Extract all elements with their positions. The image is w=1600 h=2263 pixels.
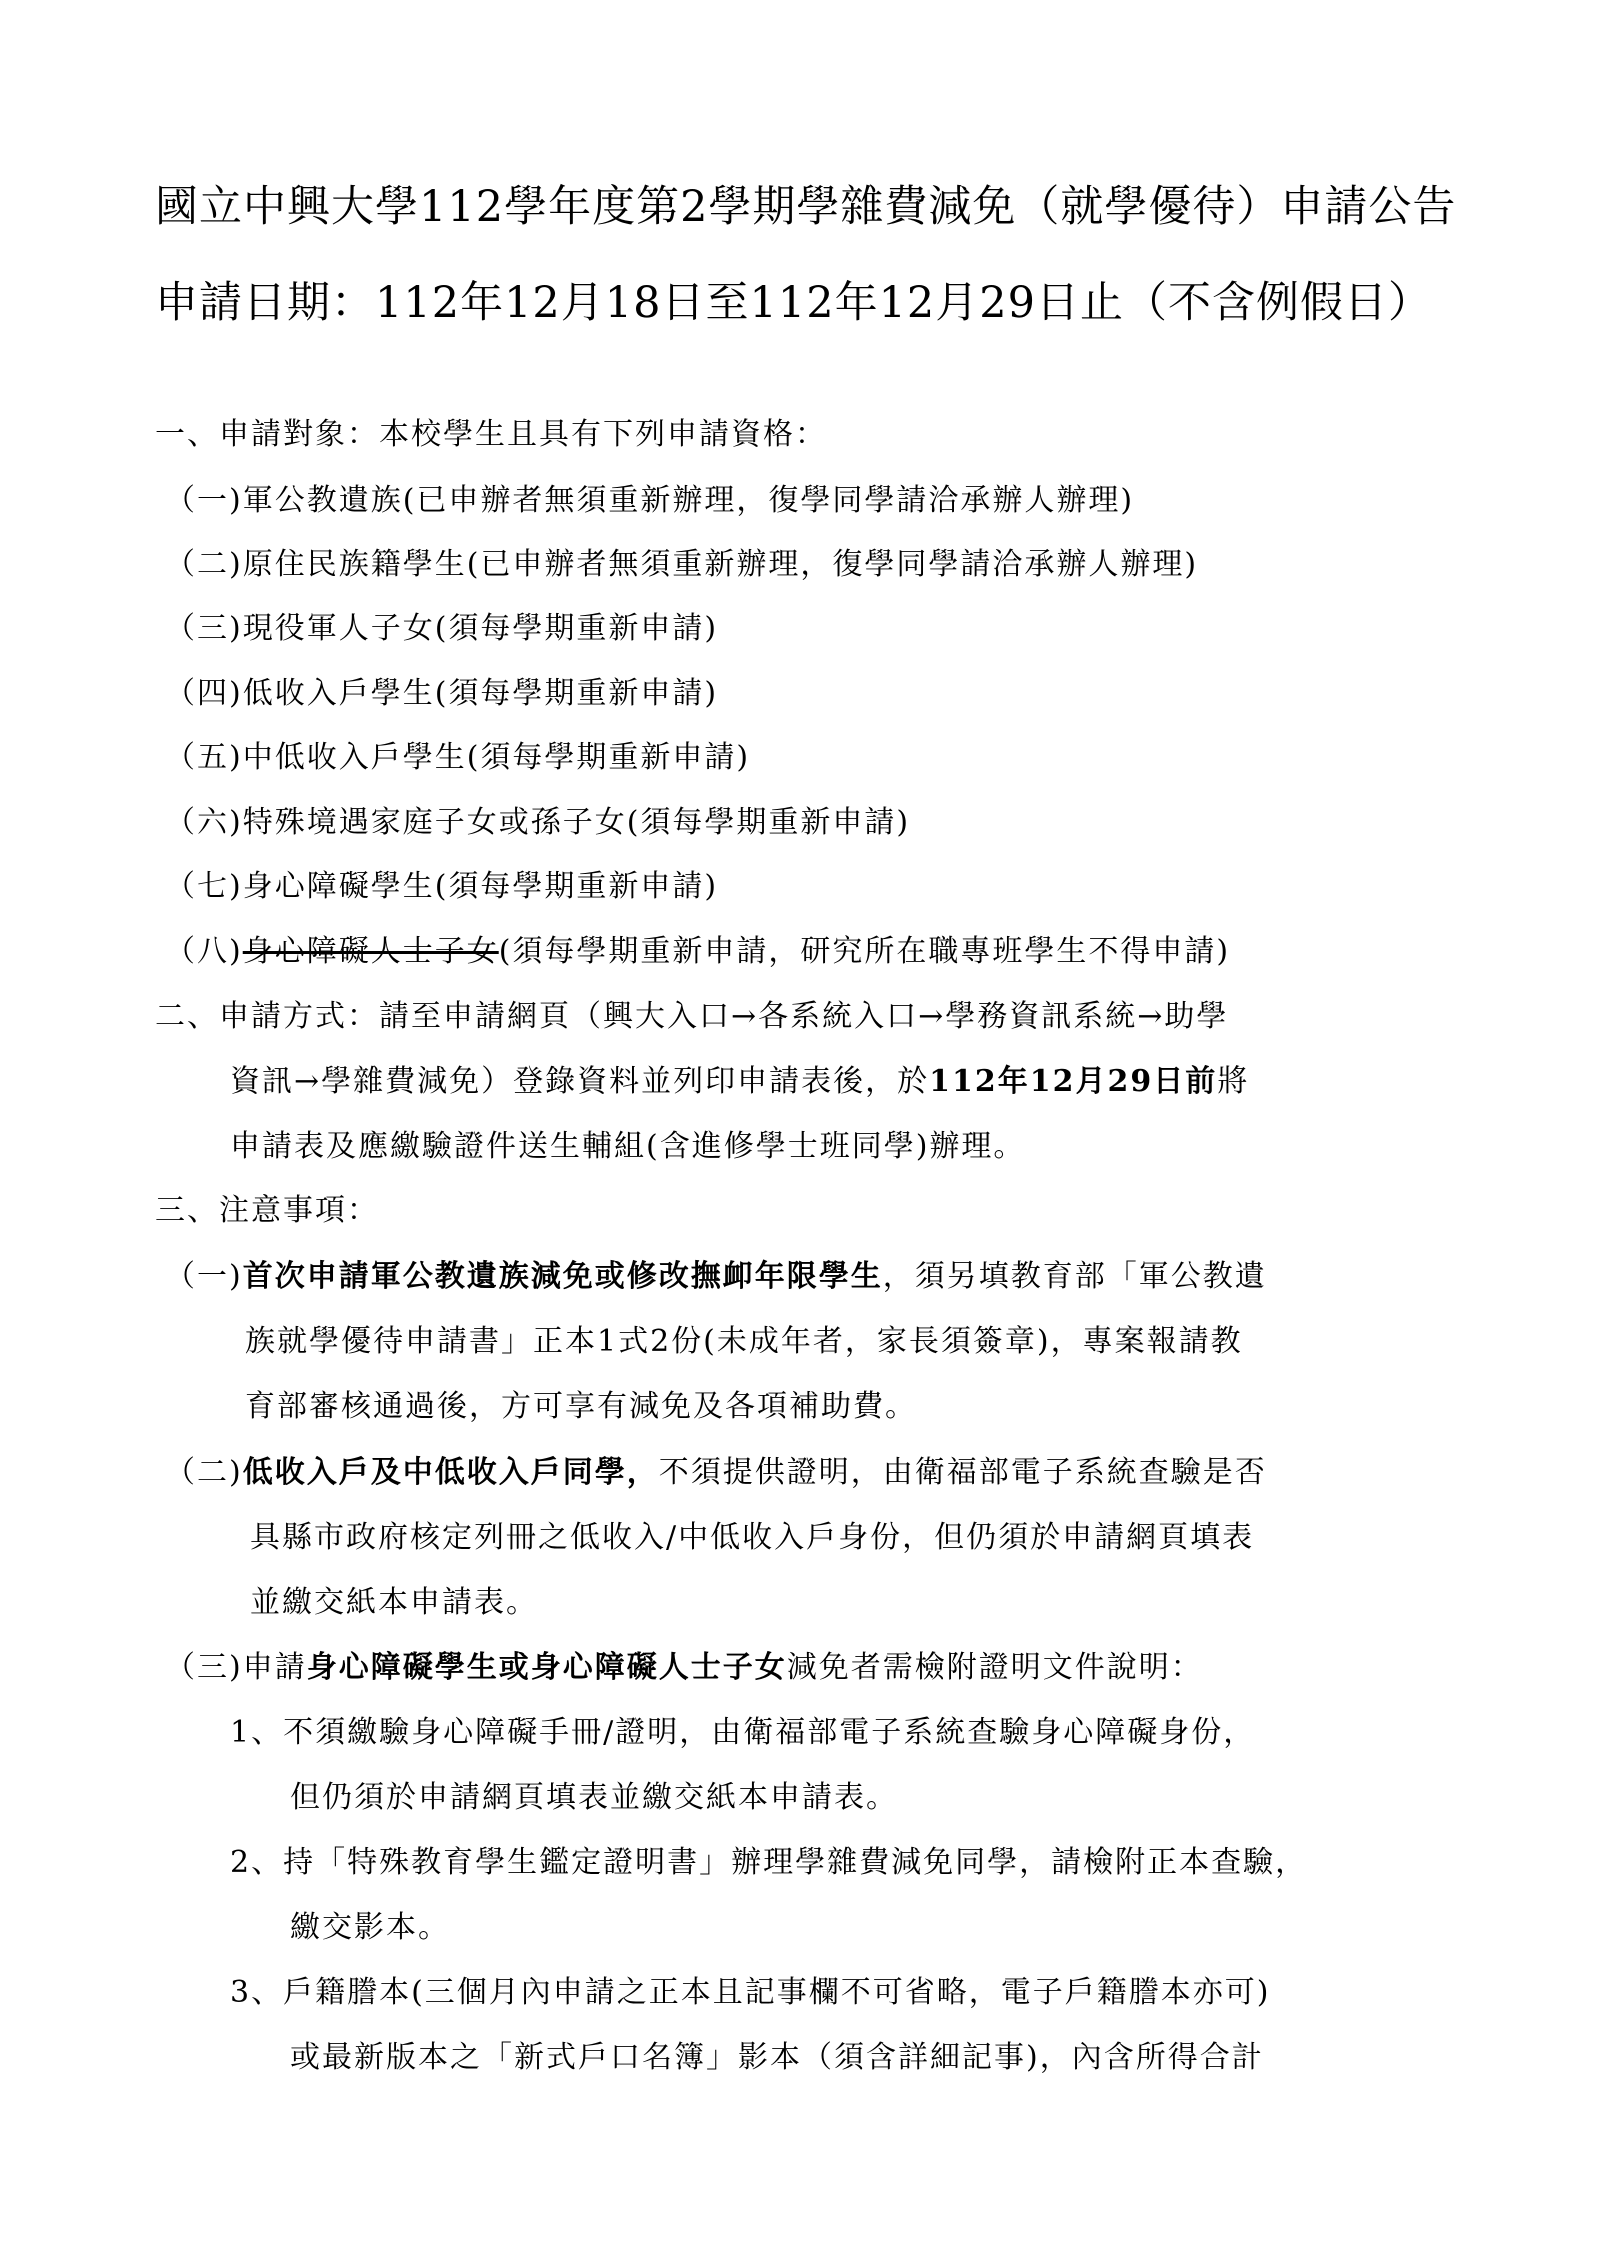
sub-item: 1、不須繳驗身心障礙手冊/證明，由衛福部電子系統查驗身心障礙身份， bbox=[230, 1715, 1256, 1750]
note-text: 減免者需檢附證明文件說明： bbox=[786, 1650, 1203, 1685]
note-number: （二) bbox=[165, 1455, 243, 1490]
eligibility-item: （五)中低收入戶學生(須每學期重新申請) bbox=[165, 740, 751, 775]
note-number: （一) bbox=[165, 1259, 243, 1294]
note-line: 族就學優待申請書」正本1式2份(未成年者，家長須簽章)，專案報請教 bbox=[245, 1324, 1243, 1359]
section2-text: 資訊→學雜費減免）登錄資料並列印申請表後，於 bbox=[230, 1064, 930, 1099]
eligibility-item: （二)原住民族籍學生(已申辦者無須重新辦理，復學同學請洽承辦人辦理) bbox=[165, 547, 1199, 582]
announcement-title: 國立中興大學112學年度第2學期學雜費減免（就學優待）申請公告 bbox=[155, 182, 1457, 232]
sub-item: 2、持「特殊教育學生鑑定證明書」辦理學雜費減免同學，請檢附正本查驗， bbox=[230, 1845, 1308, 1880]
section2-line: 申請表及應繳驗證件送生輔組(含進修學士班同學)辦理。 bbox=[230, 1129, 1026, 1164]
application-period: 申請日期：112年12月18日至112年12月29日止（不含例假日） bbox=[155, 278, 1433, 328]
note-text: ，須另填教育部「軍公教遺 bbox=[882, 1259, 1267, 1294]
note-item bbox=[165, 1650, 1203, 1685]
section2-line bbox=[230, 1064, 1250, 1099]
section2-line: 二、申請方式：請至申請網頁（興大入口→各系統入口→學務資訊系統→助學 bbox=[155, 999, 1229, 1034]
note-emphasis: 首次申請軍公教遺族減免或修改撫卹年限學生 bbox=[242, 1259, 883, 1294]
section1-heading: 一、申請對象：本校學生且具有下列申請資格： bbox=[155, 417, 827, 452]
section3-heading: 三、注意事項： bbox=[155, 1193, 379, 1228]
note-line: 育部審核通過後，方可享有減免及各項補助費。 bbox=[245, 1389, 917, 1424]
eligibility-item: （六)特殊境遇家庭子女或孫子女(須每學期重新申請) bbox=[165, 805, 911, 840]
note-line: 具縣市政府核定列冊之低收入/中低收入戶身份，但仍須於申請網頁填表 bbox=[250, 1520, 1255, 1555]
note-emphasis: 低收入戶及中低收入戶同學， bbox=[242, 1455, 659, 1490]
note-item bbox=[165, 1455, 1267, 1490]
note-emphasis: 身心障礙學生或身心障礙人士子女 bbox=[306, 1650, 787, 1685]
eligibility-item bbox=[165, 934, 1231, 969]
note-text: 不須提供證明，由衛福部電子系統查驗是否 bbox=[658, 1455, 1267, 1490]
item-number: （八) bbox=[165, 934, 243, 969]
struck-text: 身心障礙人士子女 bbox=[242, 934, 499, 969]
eligibility-item: （七)身心障礙學生(須每學期重新申請) bbox=[165, 869, 719, 904]
sub-item: 3、戶籍謄本(三個月內申請之正本且記事欄不可省略，電子戶籍謄本亦可) bbox=[230, 1975, 1271, 2010]
section2-text: 將 bbox=[1217, 1064, 1250, 1099]
eligibility-item: （四)低收入戶學生(須每學期重新申請) bbox=[165, 676, 719, 711]
eligibility-item: （三)現役軍人子女(須每學期重新申請) bbox=[165, 611, 719, 646]
item-text: (須每學期重新申請，研究所在職專班學生不得申請) bbox=[498, 934, 1231, 969]
note-line: 並繳交紙本申請表。 bbox=[250, 1585, 538, 1620]
note-number: （三)申請 bbox=[165, 1650, 307, 1685]
eligibility-item: （一)軍公教遺族(已申辦者無須重新辦理，復學同學請洽承辦人辦理) bbox=[165, 483, 1135, 518]
sub-item-line: 繳交影本。 bbox=[290, 1910, 450, 1945]
note-item bbox=[165, 1259, 1267, 1294]
deadline: 112年12月29日前 bbox=[929, 1064, 1218, 1099]
sub-item-line: 但仍須於申請網頁填表並繳交紙本申請表。 bbox=[290, 1780, 898, 1815]
sub-item-line: 或最新版本之「新式戶口名簿」影本（須含詳細記事)，內含所得合計 bbox=[290, 2040, 1264, 2075]
